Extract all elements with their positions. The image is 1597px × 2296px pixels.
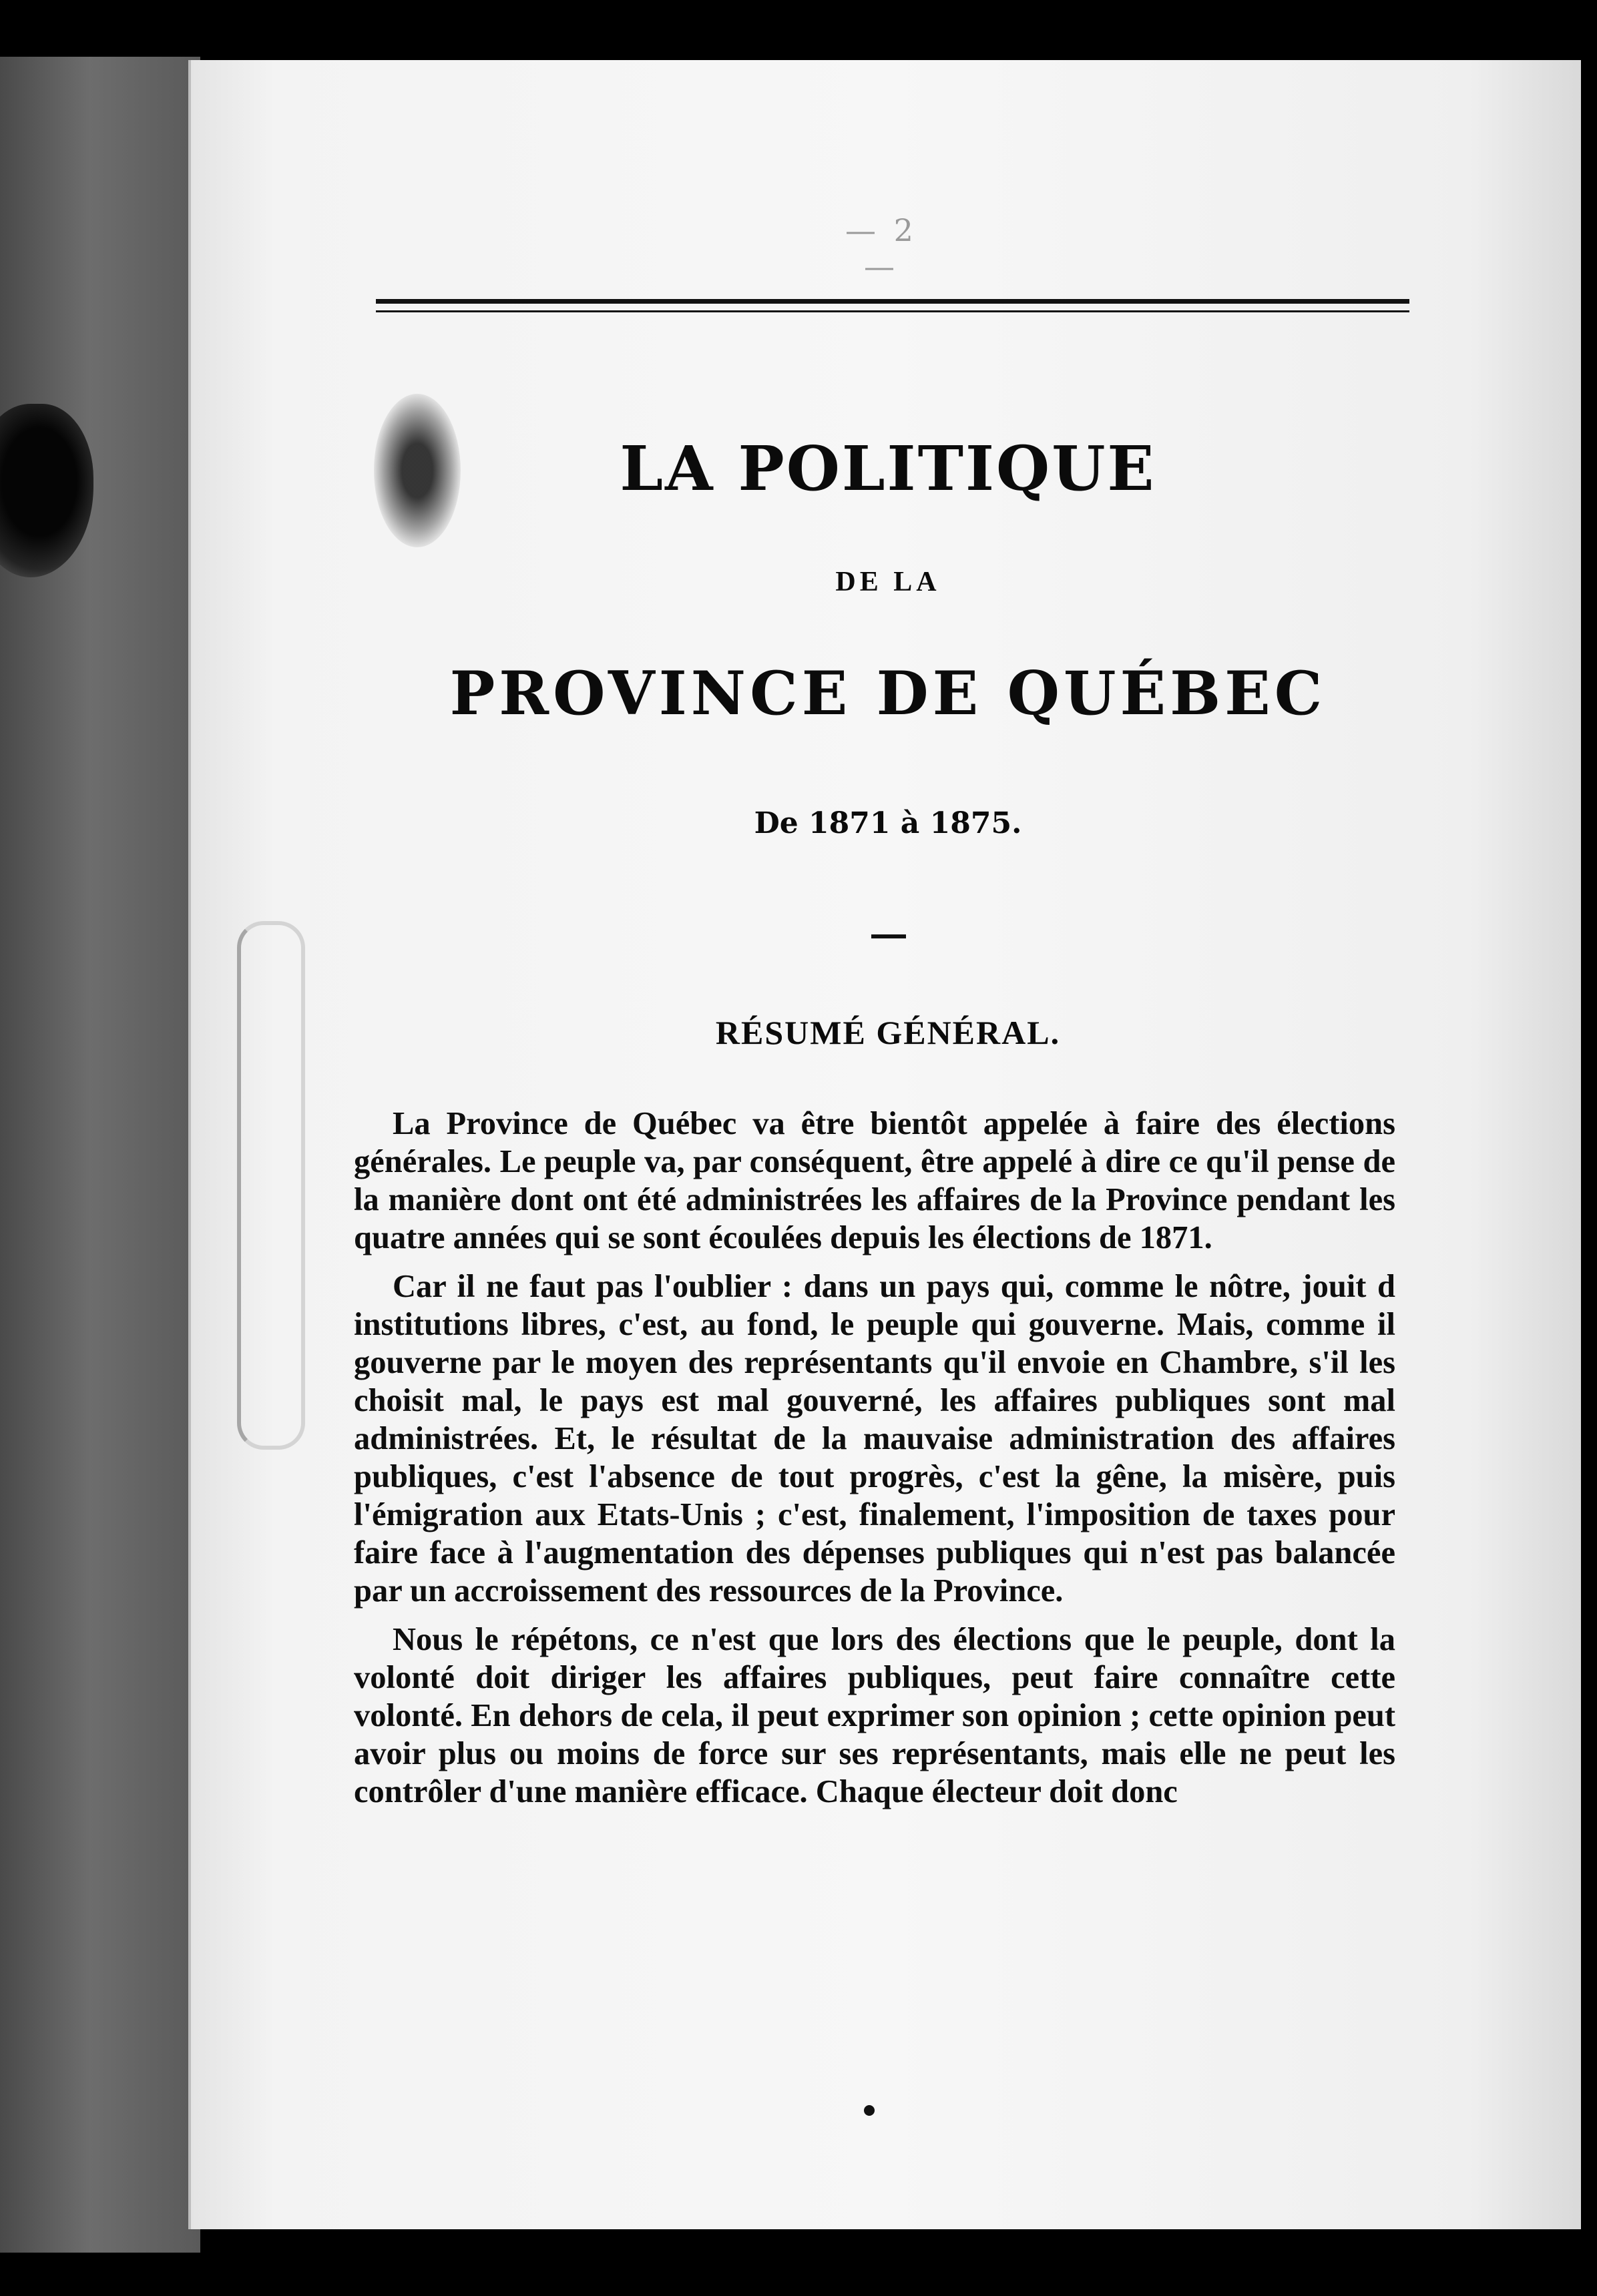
title-line-2: DE LA — [835, 567, 941, 597]
title-line-3: PROVINCE DE QUÉBEC — [449, 658, 1327, 729]
ink-blot-mark — [0, 404, 93, 577]
title-line-1: LA POLITIQUE — [620, 433, 1156, 505]
binding-thread — [237, 921, 305, 1450]
paragraph-1: La Province de Québec va être bientôt appelée à faire des élections générales. Le peuple va, par conséquent, être appelé à dire ce qu'il pense de la manière dont ont été administrées les affaires de la Province pendant les quatre années qui se sont écoulées depuis les élections de 1871. — [354, 1106, 1395, 1255]
paragraph-3: Nous le répétons, ce n'est que lors des élections que le peuple, dont la volonté doit diriger les affaires publiques, peut faire connaître cette volonté. En dehors de cela, il peut exprimer son opinion ; cette opinion peut avoir plus ou moins de force sur ses représentants, mais elle ne peut les contrôler d'une manière efficace. Chaque électeur doit donc — [354, 1622, 1395, 1809]
separator-dash — [871, 934, 906, 938]
date-range: De 1871 à 1875. — [754, 806, 1022, 840]
top-rule — [376, 299, 1409, 312]
page-dot — [864, 2105, 875, 2116]
paragraph-2: Car il ne faut pas l'oublier : dans un pays qui, comme le nôtre, jouit d institutions libres, c'est, au fond, le peuple qui gouverne. Mais, comme il gouverne par le moyen des représentants qu'il envoie en Chambre, s'il les choisit mal, le pays est mal gouverné, les affaires publiques sont mal administrées. Et, le résultat de la mauvaise administration des affaires publiques, c'est l'absence de tout progrès, c'est la gêne, la misère, puis l'émigration aux Etats-Unis ; c'est, finalement, l'imposition de taxes pour faire face à l'augmentation des dépenses publiques qui n'est pas balancée par un accroissement des ressources de la Province. — [354, 1269, 1395, 1609]
body-text — [354, 1105, 1395, 1821]
section-heading: RÉSUMÉ GÉNÉRAL. — [715, 1014, 1061, 1051]
book-cover-edge — [0, 57, 200, 2253]
page-number: — 2 — — [845, 212, 917, 284]
